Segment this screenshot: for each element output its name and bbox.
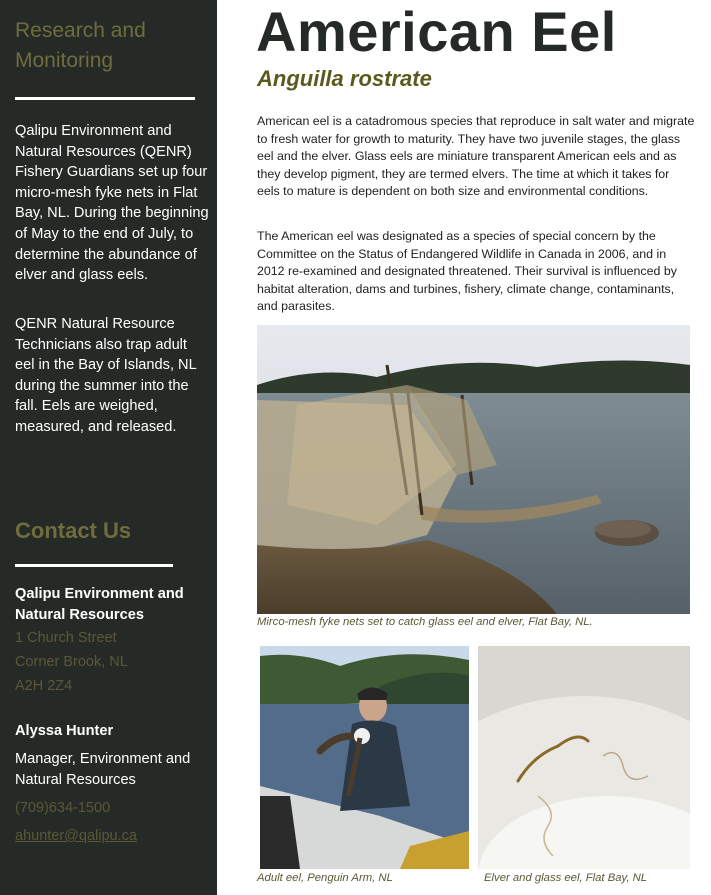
contact-phone[interactable]: (709)634-1500 [15, 800, 111, 816]
contact-heading: Contact Us [15, 518, 132, 543]
page-subtitle: Anguilla rostrate [257, 66, 432, 91]
contact-email-link[interactable]: ahunter@qalipu.ca [15, 828, 137, 844]
address-line-2: Corner Brook, NL [15, 654, 128, 670]
adult-eel-photo [260, 646, 469, 869]
research-paragraph-2: QENR Natural Resource Technicians also trap adult eel in the Bay of Islands, NL during the summer into the fall. Eels are weighed, measured, and released. [15, 316, 197, 435]
organization-name: Qalipu Environment and Natural Resources [15, 586, 184, 623]
address-line-3: A2H 2Z4 [15, 678, 73, 694]
research-paragraph-1: Qalipu Environment and Natural Resources (QENR) Fishery Guardians set up four micro-mesh fyke nets in Flat Bay, NL. During the beginning of May to the end of July, to determine the abundance of elver and glass eels. [15, 123, 209, 284]
page-title: American Eel [256, 0, 617, 63]
divider [15, 564, 173, 567]
intro-paragraph: American eel is a catadromous species that reproduce in salt water and migrate to fresh water for growth to maturity. They have two juvenile stages, the glass eel and the elver. Glass eels are miniature transparent American eels and as they develop pigment, they are termed elvers. The time at which it takes for eels to mature is dependent on both size and environmental conditions. [257, 114, 695, 199]
elver-photo-caption: Elver and glass eel, Flat Bay, NL [484, 872, 648, 884]
main-photo-caption: Mirco-mesh fyke nets set to catch glass eel and elver, Flat Bay, NL. [257, 616, 593, 628]
research-heading: Research and Monitoring [15, 19, 146, 72]
contact-person-name: Alyssa Hunter [15, 723, 114, 739]
adult-photo-caption: Adult eel, Penguin Arm, NL [257, 872, 393, 884]
contact-person-role: Manager, Environment and Natural Resources [15, 751, 191, 788]
status-paragraph: The American eel was designated as a species of special concern by the Committee on the Status of Endangered Wildlife in Canada in 2006, and in 2012 re-examined and designated threatened. Their survival is influenced by habitat alteration, dams and turbines, fishery, climate change, contaminants, and parasites. [257, 229, 677, 314]
sidebar [0, 0, 217, 895]
fyke-net-photo [257, 325, 690, 614]
address-line-1: 1 Church Street [15, 630, 117, 646]
elver-photo [478, 646, 690, 869]
divider [15, 97, 195, 100]
